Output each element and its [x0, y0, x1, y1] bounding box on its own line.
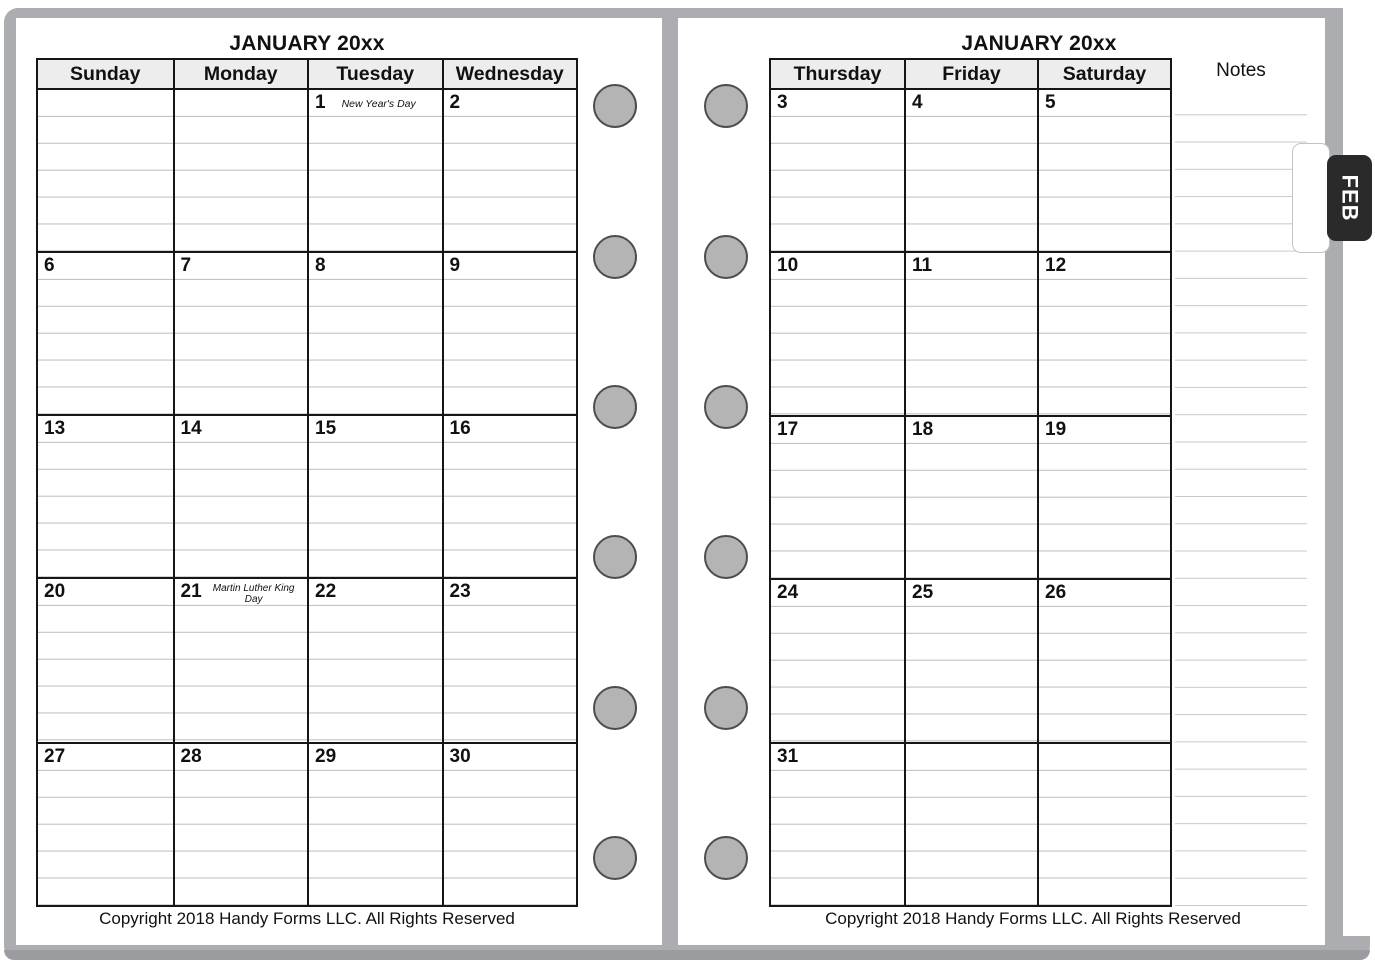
day-cell: [38, 416, 173, 577]
holiday-label: Martin Luther King Day: [212, 582, 295, 605]
day-cell: [904, 253, 1037, 414]
day-header-monday: Monday: [173, 60, 308, 88]
month-tab-label: FEB: [1337, 174, 1363, 222]
right-copyright: Copyright 2018 Handy Forms LLC. All Rights Reserved: [825, 909, 1241, 928]
day-header-wednesday: Wednesday: [442, 60, 577, 88]
date-number: 5: [1045, 92, 1056, 113]
left-month-title: JANUARY 20xx: [229, 32, 385, 55]
date-number: 31: [777, 745, 799, 767]
binder-hole: [593, 535, 637, 579]
day-cell: [771, 417, 904, 578]
day-cell: [173, 253, 308, 414]
day-cell: [173, 90, 308, 251]
right-calendar-table: [769, 58, 1172, 907]
day-cell: [904, 744, 1037, 905]
date-number: 18: [912, 418, 934, 440]
date-number: 16: [449, 417, 471, 439]
notes-column-header: Notes: [1216, 60, 1266, 81]
date-number: 8: [315, 254, 326, 276]
date-number: 3: [777, 92, 788, 113]
binder-hole: [593, 686, 637, 730]
day-cell: [1037, 253, 1170, 414]
day-cell: [771, 90, 904, 251]
day-cell: [173, 416, 308, 577]
date-number: 28: [180, 746, 202, 768]
binder-hole: [593, 836, 637, 880]
day-cell: [442, 744, 577, 905]
day-cell: [771, 580, 904, 741]
day-header-tuesday: Tuesday: [307, 60, 442, 88]
day-cell: [771, 253, 904, 414]
right-margin: [1343, 0, 1375, 936]
date-number: 20: [44, 580, 66, 602]
notes-ruled-lines: [1175, 88, 1307, 906]
day-cell: [904, 90, 1037, 251]
date-number: 22: [315, 580, 337, 602]
week-row: [771, 88, 1170, 251]
date-number: 17: [777, 418, 799, 440]
date-number: 11: [912, 255, 933, 277]
day-cell: [442, 416, 577, 577]
day-cell: [307, 579, 442, 742]
date-number: 1: [315, 92, 326, 113]
day-cell: [38, 744, 173, 905]
date-number: 7: [180, 254, 192, 276]
day-cell: [1037, 417, 1170, 578]
date-number: 4: [912, 92, 923, 113]
left-copyright: Copyright 2018 Handy Forms LLC. All Rights Reserved: [99, 909, 515, 928]
date-number: 6: [44, 254, 55, 276]
day-cell: [173, 579, 308, 742]
day-header-thursday: Thursday: [771, 60, 904, 88]
week-row: [771, 251, 1170, 414]
binder-hole: [593, 84, 637, 128]
week-row: [38, 577, 576, 742]
day-cell: [38, 579, 173, 742]
day-cell: [307, 744, 442, 905]
date-number: 27: [44, 746, 66, 768]
day-cell: [1037, 580, 1170, 741]
date-number: 13: [44, 417, 66, 439]
holiday-label: New Year's Day: [341, 98, 416, 110]
date-number: 21: [180, 580, 202, 602]
day-cell: [38, 253, 173, 414]
date-number: 9: [449, 254, 461, 276]
week-row: [771, 742, 1170, 905]
week-row: [771, 415, 1170, 578]
binder-hole: [593, 235, 637, 279]
week-row: [38, 414, 576, 577]
day-cell: [307, 90, 442, 251]
day-header-saturday: Saturday: [1037, 60, 1170, 88]
date-number: 30: [449, 746, 471, 768]
day-header-sunday: Sunday: [38, 60, 173, 88]
right-month-title: JANUARY 20xx: [961, 32, 1117, 55]
day-cell: [904, 417, 1037, 578]
day-cell: [771, 744, 904, 905]
day-cell: [1037, 744, 1170, 905]
day-cell: [173, 744, 308, 905]
date-number: 25: [912, 582, 934, 604]
week-row: [38, 742, 576, 905]
date-number: 10: [777, 255, 799, 277]
backdrop-bottom-shade: [4, 950, 1370, 960]
date-number: 26: [1045, 582, 1067, 604]
binder-hole: [593, 385, 637, 429]
binder-hole: [704, 84, 748, 128]
day-cell: [38, 90, 173, 251]
day-cell: [307, 416, 442, 577]
date-number: 19: [1045, 418, 1067, 440]
day-cell: [904, 580, 1037, 741]
week-row: [38, 251, 576, 414]
day-cell: [442, 90, 577, 251]
binder-hole: [704, 235, 748, 279]
binder-hole: [704, 686, 748, 730]
week-row: [771, 578, 1170, 741]
day-cell: [1037, 90, 1170, 251]
date-number: 23: [449, 580, 471, 602]
right-day-header-row: [771, 60, 1170, 88]
left-day-header-row: [38, 60, 576, 88]
date-number: 12: [1045, 255, 1067, 277]
date-number: 15: [315, 417, 337, 439]
day-cell: [442, 579, 577, 742]
binder-hole: [704, 385, 748, 429]
day-cell: [442, 253, 577, 414]
date-number: 29: [315, 746, 337, 768]
date-number: 24: [777, 582, 799, 604]
binder-hole: [704, 836, 748, 880]
left-calendar-table: [36, 58, 578, 907]
day-cell: [307, 253, 442, 414]
binder-hole: [704, 535, 748, 579]
date-number: 2: [449, 92, 461, 113]
week-row: [38, 88, 576, 251]
month-tab-feb: [1327, 155, 1372, 241]
day-header-friday: Friday: [904, 60, 1037, 88]
page-edge-tab: [1292, 143, 1330, 253]
date-number: 14: [180, 417, 202, 439]
